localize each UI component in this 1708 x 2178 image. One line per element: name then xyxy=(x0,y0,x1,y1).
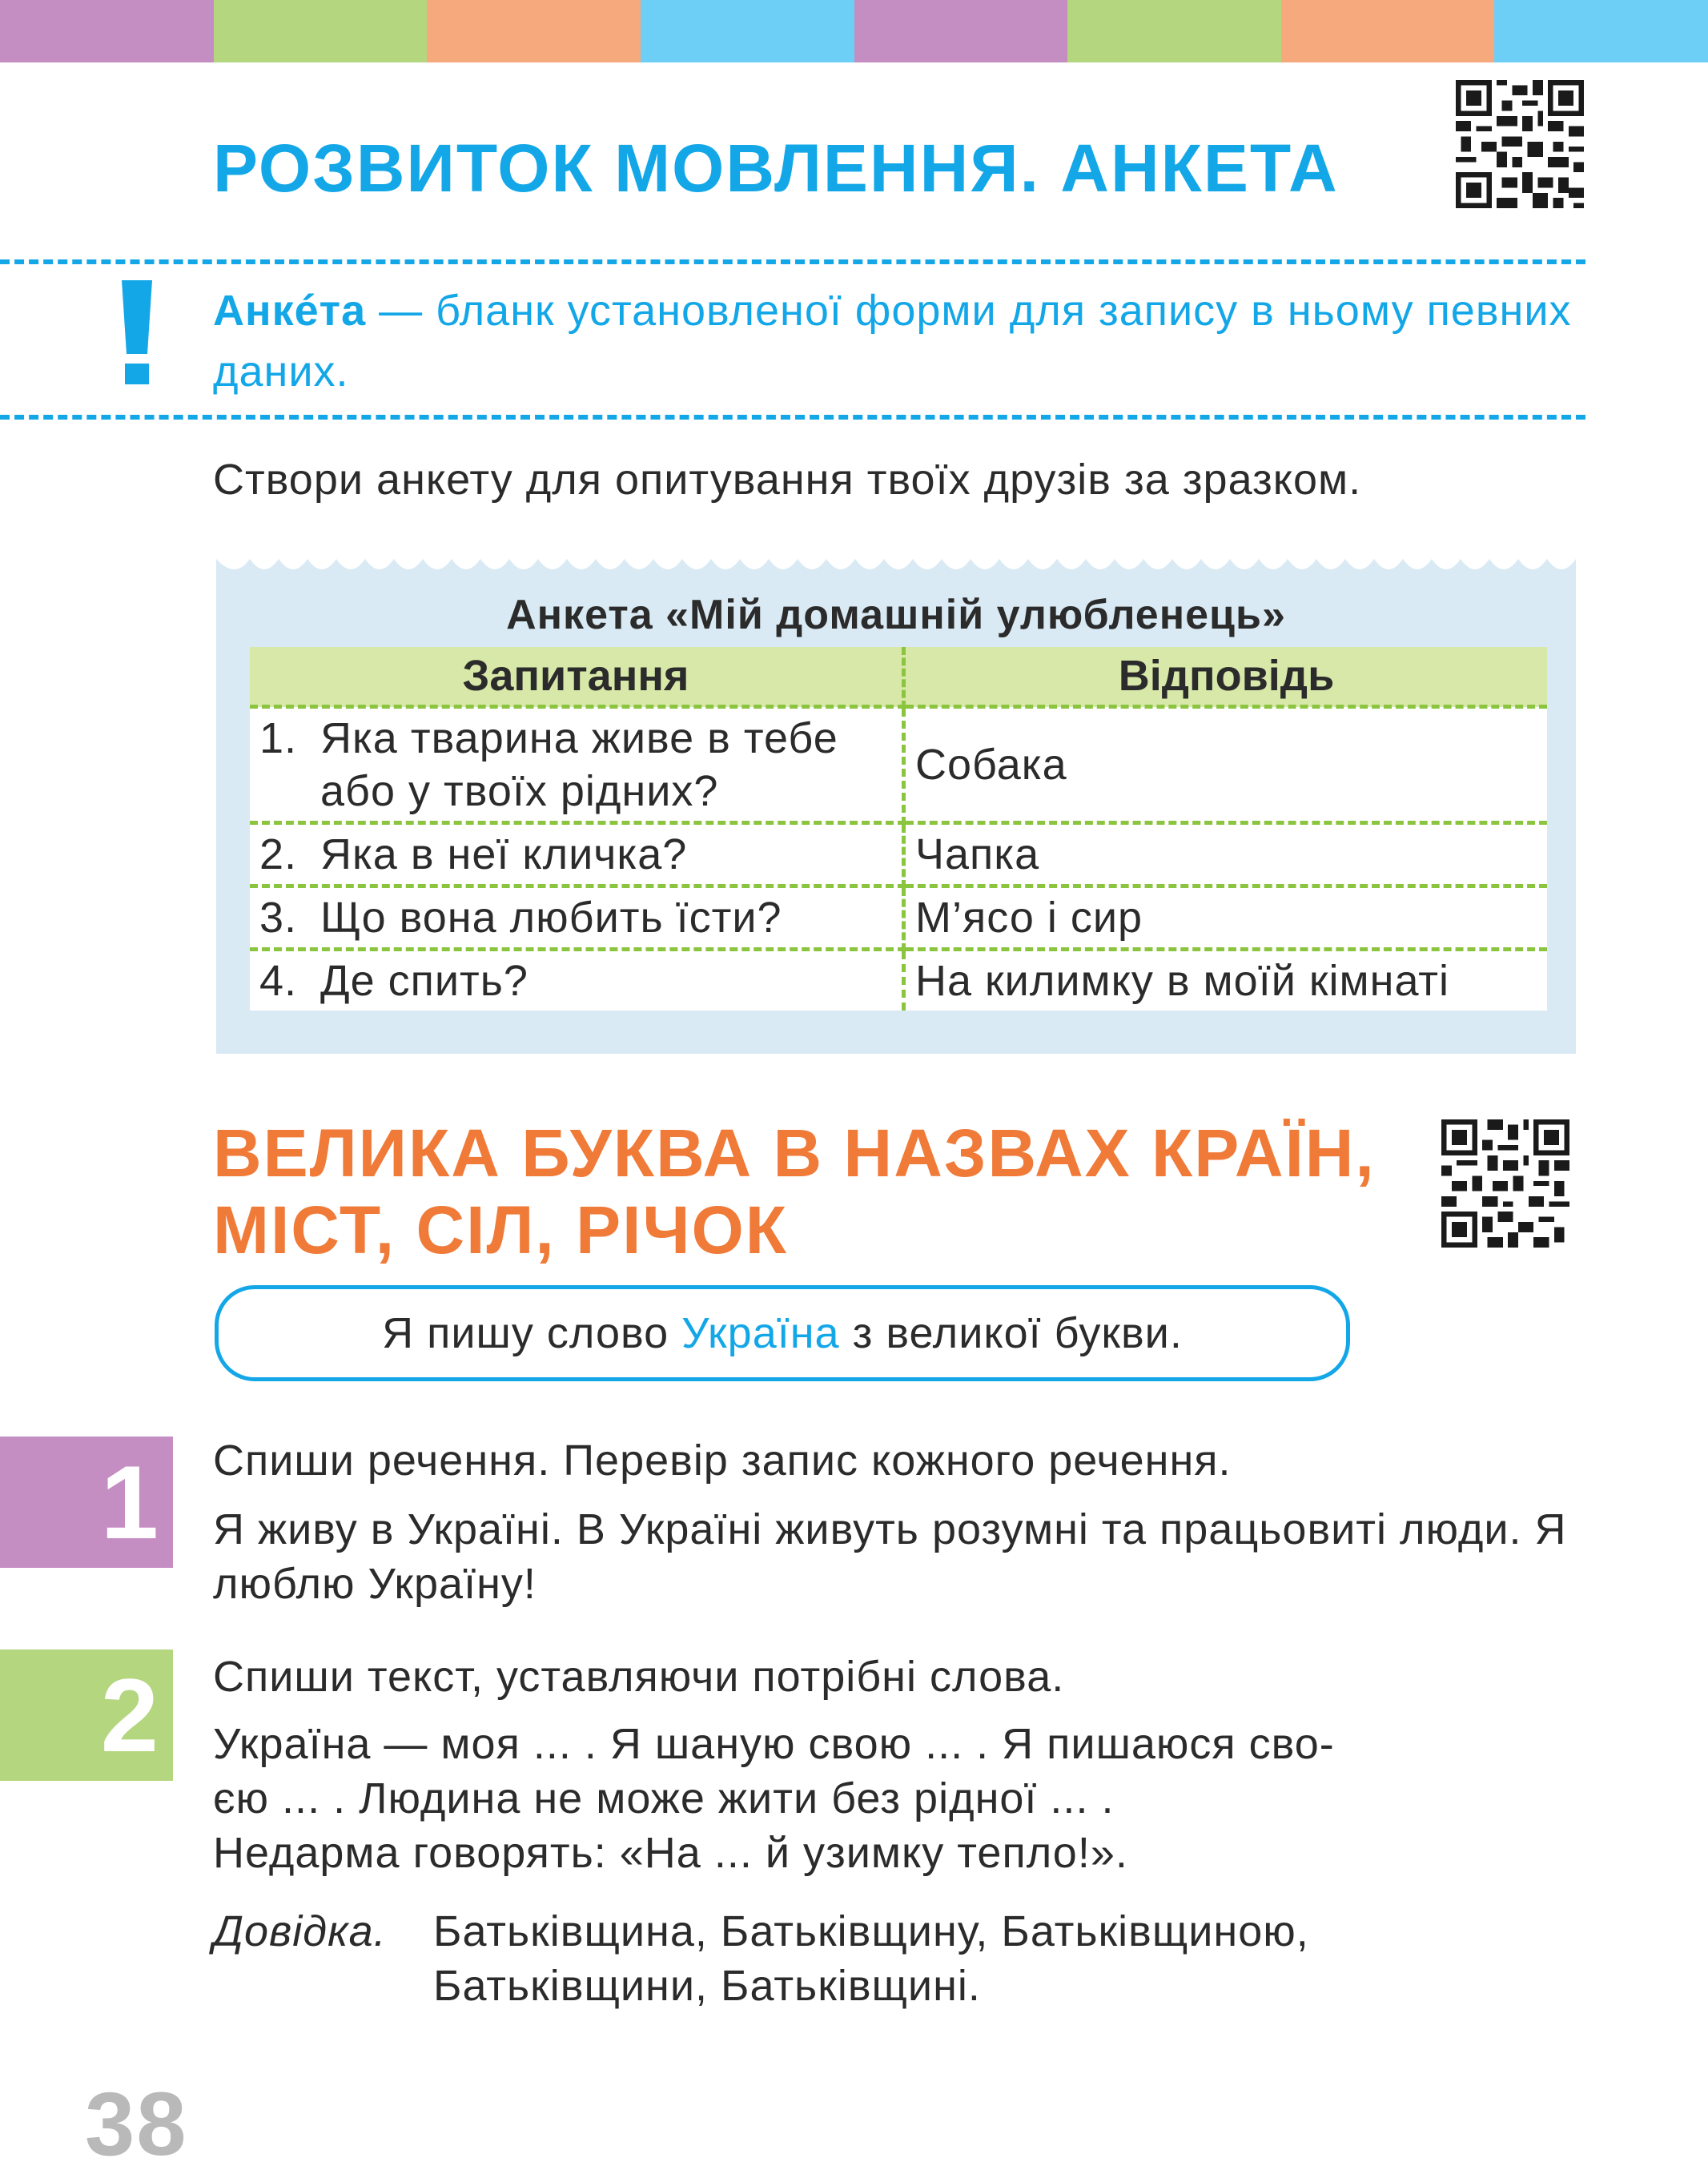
stripe-2 xyxy=(214,0,428,62)
exercise-1-text: Я живу в Україні. В Україні живуть розумні та працьовиті люди. Я люблю Україну! xyxy=(213,1505,1567,1608)
exercise-2-text-line2: єю ... . Людина не може жити без рідної ... . xyxy=(213,1774,1115,1822)
exercise-2-text-line3: Недарма говорять: «На ... й узимку тепло!». xyxy=(213,1829,1128,1877)
rule-highlight-word: Україна xyxy=(681,1309,840,1357)
question-number: 3. xyxy=(259,894,298,942)
definition-text xyxy=(213,280,1574,402)
page-number: 38 xyxy=(85,2074,188,2174)
question-text: Яка тварина живе в тебе або у твоїх рідних? xyxy=(320,714,838,815)
section1-title: РОЗВИТОК МОВЛЕННЯ. АНКЕТА xyxy=(213,131,1339,206)
stripe-8 xyxy=(1494,0,1708,62)
exercise-2-badge: 2 xyxy=(0,1650,173,1781)
exercise-1-badge: 1 xyxy=(0,1437,173,1568)
exclamation-icon xyxy=(119,280,155,384)
notepad-spiral-holes xyxy=(216,548,1576,596)
definition-top-divider xyxy=(0,259,1585,264)
answer-cell: М’ясо і сир xyxy=(904,886,1548,950)
section2-title-line2: МІСТ, СІЛ, РІЧОК xyxy=(213,1192,789,1268)
survey-task: Створи анкету для опитування твоїх друзів за зразком. xyxy=(213,456,1362,504)
table-row xyxy=(250,950,1547,1011)
survey-table xyxy=(250,647,1547,1011)
definition-term: Анкéта xyxy=(213,287,367,335)
section2-title-line1: ВЕЛИКА БУКВА В НАЗВАХ КРАЇН, xyxy=(213,1115,1376,1191)
hint-line2: Батьківщини, Батьківщині. xyxy=(433,1962,981,2010)
hint-line1: Батьківщина, Батьківщину, Батьківщиною, xyxy=(433,1907,1309,1955)
exercise-2-hint xyxy=(213,1904,1582,2010)
exercise-1-instruction: Спиши речення. Перевір запис кожного речення. xyxy=(213,1437,1232,1485)
qr-code-icon[interactable] xyxy=(1456,80,1584,208)
question-cell xyxy=(250,886,904,950)
question-text: Де спить? xyxy=(320,957,528,1005)
question-cell xyxy=(250,823,904,886)
question-number: 1. xyxy=(259,714,298,762)
table-row xyxy=(250,886,1547,950)
header-answer: Відповідь xyxy=(904,647,1548,707)
section2-title xyxy=(213,1115,1376,1268)
capital-letter-rule-box xyxy=(215,1285,1350,1381)
answer-cell: На килимку в моїй кімнаті xyxy=(915,957,1450,1005)
qr-code-icon[interactable] xyxy=(1441,1119,1569,1248)
definition-body: — бланк установленої форми для запису в ньому певних даних. xyxy=(213,287,1572,396)
question-text: Що вона любить їсти? xyxy=(320,894,782,942)
survey-title: Анкета «Мій домашній улюбленець» xyxy=(506,592,1286,638)
hint-words xyxy=(433,1904,1570,2013)
rule-text-after: з великої букви. xyxy=(839,1309,1183,1357)
stripe-6 xyxy=(1067,0,1281,62)
hint-label: Довідка. xyxy=(213,1907,387,1955)
table-row xyxy=(250,823,1547,886)
top-color-stripes xyxy=(0,0,1708,62)
stripe-5 xyxy=(854,0,1068,62)
exercise-2-text-line1: Україна — моя ... . Я шаную свою ... . Я пишаюся сво- xyxy=(213,1720,1335,1768)
exercise-2-instruction: Спиши текст, уставляючи потрібні слова. xyxy=(213,1653,1065,1701)
stripe-1 xyxy=(0,0,214,62)
stripe-3 xyxy=(427,0,641,62)
question-cell xyxy=(250,707,904,823)
question-text: Яка в неї кличка? xyxy=(320,830,688,878)
question-cell xyxy=(250,950,904,1011)
question-number: 4. xyxy=(259,957,298,1005)
answer-cell: Собака xyxy=(904,707,1548,823)
survey-header-row xyxy=(250,647,1547,707)
header-question: Запитання xyxy=(250,647,904,707)
stripe-7 xyxy=(1281,0,1495,62)
question-number: 2. xyxy=(259,830,298,878)
answer-cell: Чапка xyxy=(904,823,1548,886)
exercise-2-text xyxy=(213,1717,1582,1880)
table-row xyxy=(250,707,1547,823)
definition-bottom-divider xyxy=(0,415,1585,420)
rule-text-before: Я пишу слово xyxy=(382,1309,682,1357)
stripe-4 xyxy=(641,0,854,62)
